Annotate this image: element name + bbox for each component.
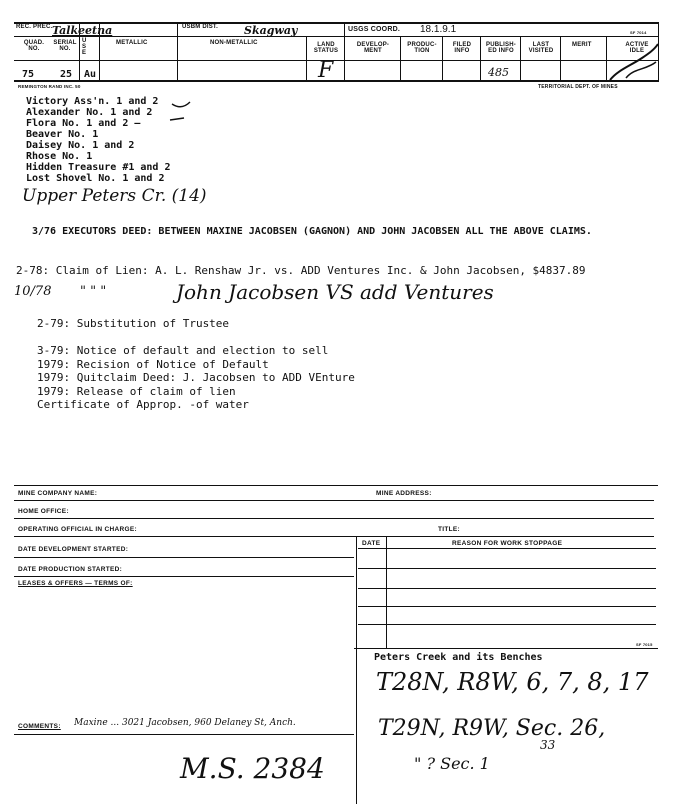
filed-info-label: FILED INFO [452, 42, 472, 54]
quad-value: 75 [22, 69, 35, 80]
entry-item: 3-79: Notice of default and election to sell [37, 344, 329, 357]
merit-label: MERIT [572, 42, 592, 48]
home-office-label: HOME OFFICE: [18, 508, 69, 515]
entry-item: 1979: Quitclaim Deed: J. Jacobsen to ADD VEnture [37, 371, 355, 384]
location-title: Peters Creek and its Benches [374, 652, 543, 663]
mine-address-label: MINE ADDRESS: [376, 490, 432, 497]
claim-of-lien: 2-78: Claim of Lien: A. L. Renshaw Jr. vs. ADD Ventures Inc. & John Jacobsen, $4837.89 [16, 264, 586, 277]
serial-label: SERIAL NO. [53, 40, 77, 52]
last-visited-label: LAST VISITED [528, 42, 554, 54]
usbm-dist-value: Skagway [244, 24, 298, 37]
lien-hand-text: John Jacobsen VS add Ventures [176, 280, 494, 304]
signature: M.S. 2384 [180, 752, 325, 785]
lien-hand-date: 10/78 [14, 284, 52, 299]
quad-label: QUAD. NO. [23, 40, 45, 52]
comments-label: COMMENTS: [18, 723, 61, 730]
comments-value: Maxine ... 3021 Jacobsen, 960 Delaney St, Anch. [74, 718, 296, 728]
lien-hand-ditto: " " " [80, 284, 107, 299]
claim-item: Lost Shovel No. 1 and 2 [26, 173, 165, 184]
active-label: ACTIVE IDLE [625, 42, 649, 54]
claim-item: Flora No. 1 and 2 — [26, 118, 141, 129]
serial-value: 25 [60, 69, 73, 80]
metallic-label: METALLIC [116, 40, 148, 46]
executors-deed: 3/76 EXECUTORS DEED: BETWEEN MAXINE JACOBSEN (GAGNON) AND JOHN JACOBSEN ALL THE ABOVE CLAIMS. [32, 226, 592, 237]
develop-label: DEVELOP-MENT [356, 42, 390, 54]
usgs-coord-value: 18.1.9.1 [420, 24, 457, 35]
entry-item: Certificate of Approp. -of water [37, 398, 249, 411]
date-development-label: DATE DEVELOPMENT STARTED: [18, 546, 129, 553]
published-label: PUBLISH-ED INFO [486, 42, 516, 54]
location-form-number: SF 7015 [636, 642, 653, 647]
usbm-dist-label: USBM DIST. [182, 24, 219, 30]
leases-label: LEASES & OFFERS — TERMS OF: [18, 580, 133, 587]
claim-item: Beaver No. 1 [26, 129, 99, 140]
location-hand-line1: T28N, R8W, 6, 7, 8, 17 [376, 668, 649, 696]
rec-prec-label: REC. PREC. [16, 24, 53, 30]
location-hand-line2: T29N, R9W, Sec. 26, [378, 716, 606, 741]
published-value: 485 [488, 66, 509, 79]
production-label: PRODUC-TION [407, 42, 437, 54]
mine-company-name-label: MINE COMPANY NAME: [18, 490, 98, 497]
land-status-value: F [318, 58, 334, 83]
handwritten-upper-peters: Upper Peters Cr. (14) [22, 186, 207, 206]
entry-item: 1979: Release of claim of lien [37, 385, 236, 398]
date-label: DATE [362, 540, 381, 547]
rec-prec-value: Talkeetna [52, 24, 113, 37]
claim-item: Hidden Treasure #1 and 2 [26, 162, 171, 173]
printer-note: REMINGTON RAND INC. 50 [18, 84, 81, 89]
nonmetallic-label: NON-METALLIC [210, 40, 258, 46]
reason-label: REASON FOR WORK STOPPAGE [452, 540, 563, 547]
location-hand-line3: " ? Sec. 1 [414, 754, 490, 773]
land-status-label: LAND STATUS [313, 42, 339, 54]
use-label: U S E [82, 38, 87, 56]
claims-list [26, 96, 171, 184]
claim-item: Daisey No. 1 and 2 [26, 140, 135, 151]
territorial-dept: TERRITORIAL DEPT. OF MINES [538, 84, 618, 90]
form-number: SF 7014 [630, 30, 647, 35]
claim-tick-marks [168, 96, 218, 196]
claim-item: Victory Ass'n. 1 and 2 [26, 96, 159, 107]
scribble-mark [606, 40, 662, 84]
usgs-coord-label: USGS COORD. [348, 26, 400, 33]
metallic-value: Au [84, 69, 97, 80]
operating-official-label: OPERATING OFFICIAL IN CHARGE: [18, 526, 137, 533]
title-label: TITLE: [438, 526, 461, 533]
entry-item: 1979: Recision of Notice of Default [37, 358, 269, 371]
location-hand-sub: 33 [540, 738, 556, 752]
claim-item: Alexander No. 1 and 2 [26, 107, 153, 118]
claim-item: Rhose No. 1 [26, 151, 93, 162]
date-production-label: DATE PRODUCTION STARTED: [18, 566, 123, 573]
entry-item: 2-79: Substitution of Trustee [37, 317, 230, 330]
